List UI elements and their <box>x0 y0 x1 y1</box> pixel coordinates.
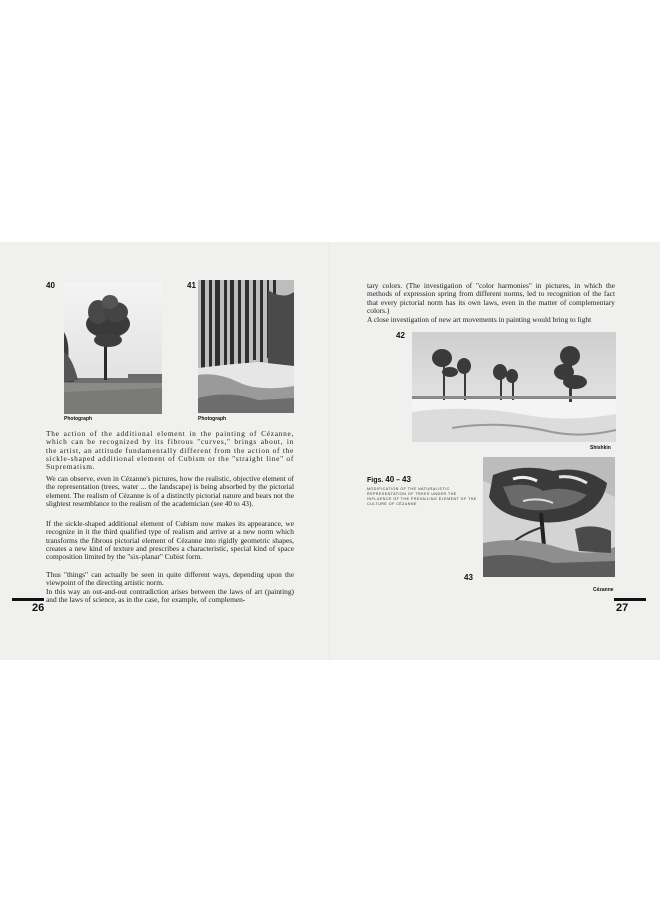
fig-block-label: Figs. <box>367 477 384 484</box>
fig-block-to: 43 <box>402 475 411 484</box>
right-paragraph-1: tary colors. (The investigation of "color harmonies" in pictures, in which the methods of expression spring from different norms, led to recognition of the fact that every pictorial norm has its own laws, even in the matter of complementary colors.) <box>367 281 615 315</box>
photo-42-shishkin-landscape <box>412 332 616 442</box>
fig-block-title <box>367 475 411 484</box>
fig-block-description: MODIFICATION OF THE NATURALISTIC REPRESENTATION OF TREES UNDER THE INFLUENCE OF THE PREVAILING ELEMENT OF THE CULTURE OF CÉZANNE <box>367 487 477 506</box>
figure-number-40: 40 <box>46 281 55 290</box>
figure-number-43: 43 <box>464 573 473 582</box>
left-paragraph-3: If the sickle-shaped additional element of Cubism now makes its appearance, we recognize in it the third qualified type of realism and arrive at a new norm which transforms the fibrous pictorial element of Cézanne into rigidly geometric shapes, creates a new kind of texture and prescribes a characteristic, special kind of space composition limited by the "six-planar" Cubist form. <box>46 519 294 562</box>
left-paragraph-5: In this way an out-and-out contradiction arises between the laws of art (painting) and the laws of science, as in the case, for example, of complemen- <box>46 587 294 605</box>
left-paragraph-2: We can observe, even in Cézanne's pictures, how the realistic, objective element of the representation (trees, water ... the landscape) is being absorbed by the pictorial element. The realism of Cézanne is of a distinctly pictorial nature and bears not the slightest resemblance to the realism of the academician (see 40 to 43). <box>46 474 294 508</box>
figure-number-41: 41 <box>187 281 196 290</box>
page-number-right: 27 <box>616 602 629 614</box>
left-paragraph-4: Thus "things" can actually be seen in quite different ways, depending upon the viewpoint of the directing artistic norm. <box>46 570 294 588</box>
photo-43-cezanne-painting <box>483 457 615 577</box>
spine-gutter <box>329 242 331 660</box>
fig-block-from: 40 <box>385 475 395 484</box>
right-paragraph-2: A close investigation of new art movements in painting would bring to light <box>367 315 592 324</box>
caption-43: Cézanne <box>593 587 614 593</box>
caption-41: Photograph <box>198 416 227 422</box>
page-number-bar-left <box>12 598 44 601</box>
photo-40-lone-tree <box>64 282 162 414</box>
left-paragraph-1: The action of the additional element in the painting of Cézanne, which can be recognized by its fibrous "curves," brings about, in the artist, an attitude fundamentally different from the action of the sickle-shaped additional element of Cubism or the "straight line" of Suprematism. <box>46 429 294 472</box>
figure-number-42: 42 <box>396 331 405 340</box>
caption-42: Shishkin <box>590 445 611 451</box>
fig-block-dash: – <box>394 477 402 484</box>
page-number-bar-right <box>614 598 646 601</box>
book-spread <box>0 242 660 660</box>
photo-41-pine-forest <box>198 280 294 413</box>
caption-40: Photograph <box>64 416 93 422</box>
page-number-left: 26 <box>32 602 45 614</box>
